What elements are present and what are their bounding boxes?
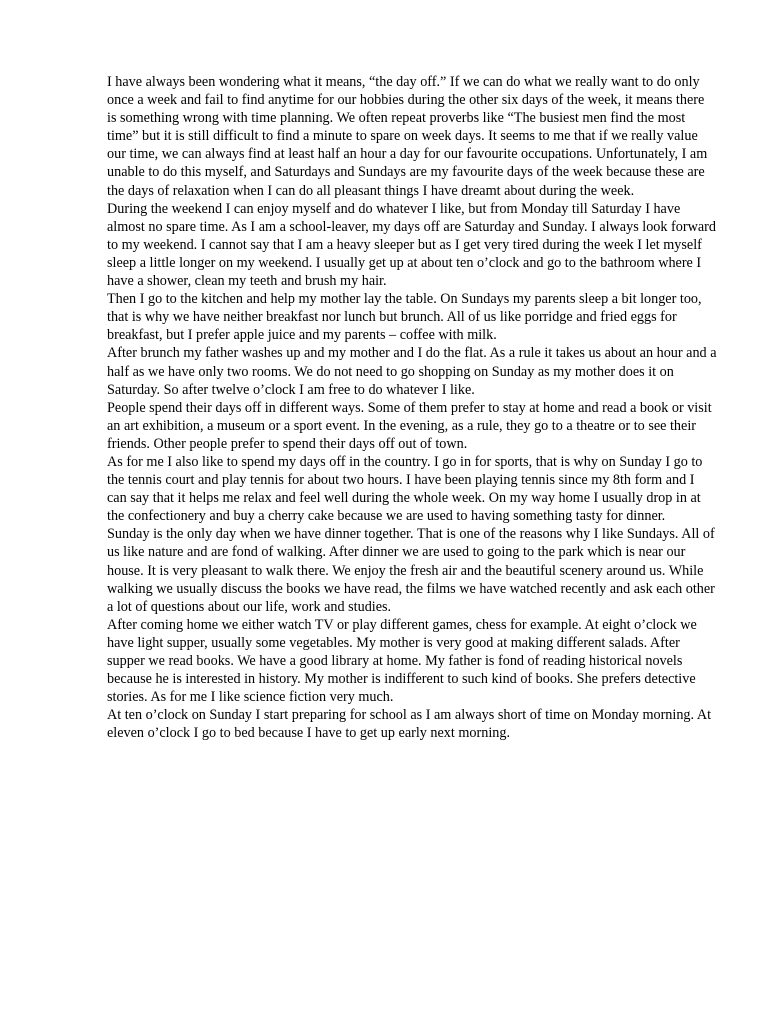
paragraph-weekend: During the weekend I can enjoy myself and do whatever I like, but from Monday till Saturday I have almost no spare time. As I am a school-leaver, my days off are Saturday and Sunday. I always look forward to my weekend. I cannot say that I am a heavy sleeper but as I get very tired during the week I let myself sleep a little longer on my weekend. I usually get up at about ten o’clock and go to the bathroom where I have a shower, clean my teeth and brush my hair. [107, 200, 716, 290]
paragraph-sunday-dinner: Sunday is the only day when we have dinner together. That is one of the reasons why I like Sundays. All of us like nature and are fond of walking. After dinner we are used to going to the park which is near our house. It is very pleasant to walk there. We enjoy the fresh air and the beautiful scenery around us. While walking we usually discuss the books we have read, the films we have watched recently and ask each other a lot of questions about our life, work and studies. [107, 526, 715, 615]
paragraph-evening: After coming home we either watch TV or play different games, chess for example. At eight o’clock we have light supper, usually some vegetables. My mother is very good at making different salads. After supper we read books. We have a good library at home. My father is fond of reading historical novels because he is interested in history. My mother is indifferent to such kind of books. She prefers detective stories. As for me I like science fiction very much. [107, 616, 697, 706]
paragraph-bedtime: At ten o’clock on Sunday I start preparing for school as I am always short of time on Monday morning. At eleven o’clock I go to bed because I have to get up early next morning. [107, 707, 712, 742]
paragraph-intro: I have always been wondering what it means, “the day off.” If we can do what we really want to do only once a week and fail to find anytime for our hobbies during the other six days of the week, it means there is something wrong with time planning. We often repeat proverbs like “The busiest men find the most time” but it is still difficult to find a minute to spare on week days. It seems to me that if we really value our time, we can always find at least half an hour a day for our favourite occupations. Unfortunately, I am unable to do this myself, and Saturdays and Sundays are my favourite days of the week because these are the days of relaxation when I can do all pleasant things I have dreamt about during the week. [107, 74, 708, 199]
paragraph-after-brunch: After brunch my father washes up and my mother and I do the flat. As a rule it takes us about an hour and a half as we have only two rooms. We do not need to go shopping on Sunday as my mother does it on Saturday. So after twelve o’clock I am free to do whatever I like. [107, 345, 717, 398]
paragraph-kitchen: Then I go to the kitchen and help my mother lay the table. On Sundays my parents sleep a bit longer too, that is why we have neither breakfast nor lunch but brunch. All of us like porridge and fried eggs for breakfast, but I prefer apple juice and my parents – coffee with milk. [107, 291, 702, 344]
paragraph-country: As for me I also like to spend my days off in the country. I go in for sports, that is why on Sunday I go to the tennis court and play tennis for about two hours. I have been playing tennis since my 8th form and I can say that it helps me relax and feel well during the whole week. On my way home I usually drop in at the confectionery and buy a cherry cake because we are used to having something tasty for dinner. [107, 453, 703, 525]
document-body [107, 73, 717, 742]
paragraph-people: People spend their days off in different ways. Some of them prefer to stay at home and read a book or visit an art exhibition, a museum or a sport event. In the evening, as a rule, they go to a theatre or to see their friends. Other people prefer to spend their days off out of town. [107, 399, 712, 452]
